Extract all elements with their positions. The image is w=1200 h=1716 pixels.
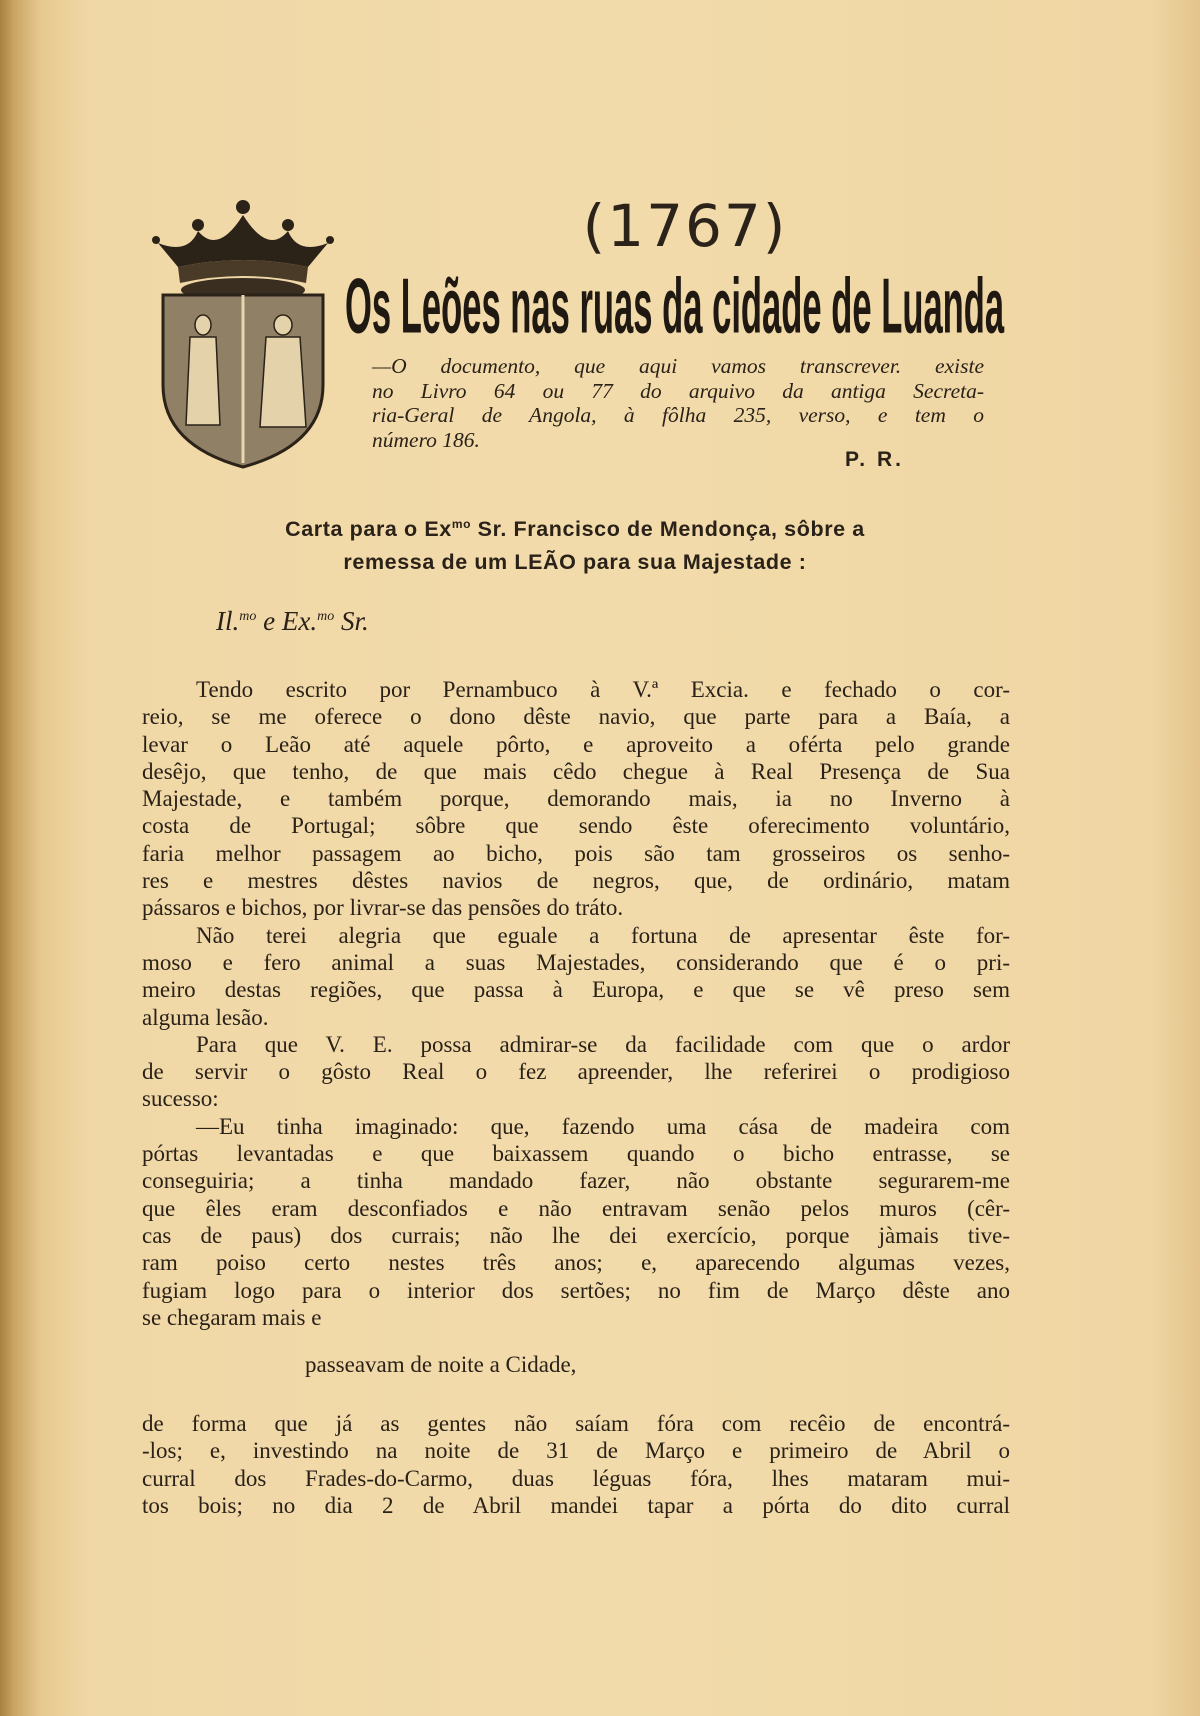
letter-body-continued xyxy=(142,1410,1010,1519)
coat-of-arms-emblem xyxy=(148,195,338,470)
heading-line-2: remessa de um LEÃO para sua Majestade : xyxy=(343,550,807,575)
letter-body xyxy=(142,676,1010,1331)
body-line: costa de Portugal; sôbre que sendo êste oferecimento voluntário, xyxy=(142,813,1010,839)
salutation-text: Il. xyxy=(216,606,240,636)
body-line: fugiam logo para o interior dos sertões; no fim de Março dêste ano xyxy=(142,1277,1010,1303)
body-line: pórtas levantadas e que baixassem quando o bicho entrasse, se xyxy=(142,1141,1010,1167)
body-line: -los; e, investindo na noite de 31 de Março e primeiro de Abril o xyxy=(142,1438,1010,1464)
heading-text: Carta para o Ex xyxy=(285,517,452,542)
body-line: se chegaram mais e xyxy=(142,1304,322,1330)
body-line: tos bois; no dia 2 de Abril mandei tapar a pórta do dito curral xyxy=(142,1492,1010,1518)
body-line: Não terei alegria que eguale a fortuna de apresentar êste for- xyxy=(196,922,1010,948)
author-initials: P. R. xyxy=(845,448,904,471)
body-line: conseguiria; a tinha mandado fazer, não obstante segurarem-me xyxy=(142,1168,1010,1194)
salutation xyxy=(216,606,369,637)
body-line: Para que V. E. possa admirar-se da facilidade com que o ardor xyxy=(196,1031,1010,1057)
body-line: levar o Leão até aquele pôrto, e aproveito a oférta pelo grande xyxy=(142,731,1010,757)
body-line: Tendo escrito por Pernambuco à V.ª Excia. e fechado o cor- xyxy=(196,677,1010,702)
body-line: reio, se me oferece o dono dêste navio, que parte para a Baía, a xyxy=(142,704,1010,730)
body-line: de servir o gôsto Real o fez apreender, lhe referirei o prodigioso xyxy=(142,1059,1010,1085)
body-line: ram poiso certo nestes três anos; e, aparecendo algumas vezes, xyxy=(142,1250,1010,1276)
body-line: res e mestres dêstes navios de negros, que, de ordinário, matam xyxy=(142,868,1010,894)
heading-superscript: mo xyxy=(451,517,472,531)
intro-line: número 186. xyxy=(372,427,480,452)
isolated-line: passeavam de noite a Cidade, xyxy=(305,1352,577,1377)
intro-line: ria-Geral de Angola, à fôlha 235, verso, e tem o xyxy=(372,403,984,427)
body-line: moso e fero animal a suas Majestades, considerando que é o pri- xyxy=(142,949,1010,975)
body-line: que êles eram desconfiados e não entravam senão pelos muros (cêr- xyxy=(142,1195,1010,1221)
page-title: Os Leões nas ruas da cidade de Luanda xyxy=(345,263,1005,350)
intro-line: no Livro 64 ou 77 do arquivo da antiga Secreta- xyxy=(372,378,984,403)
body-line: sucesso: xyxy=(142,1086,219,1112)
document-year: (1767) xyxy=(582,192,788,260)
body-line: curral dos Frades-do-Carmo, duas léguas fóra, lhes mataram mui- xyxy=(142,1465,1010,1491)
salutation-superscript: mo xyxy=(239,609,257,624)
body-line: faria melhor passagem ao bicho, pois são tam grosseiros os senho- xyxy=(142,840,1010,866)
salutation-superscript: mo xyxy=(317,609,335,624)
body-line: desêjo, que tenho, de que mais cêdo chegue à Real Presença de Sua xyxy=(142,758,1010,784)
body-line: alguma lesão. xyxy=(142,1004,269,1030)
body-line: Majestade, e também porque, demorando mais, ia no Inverno à xyxy=(142,786,1010,812)
intro-note xyxy=(372,354,984,452)
intro-line: —O documento, que aqui vamos transcrever. existe xyxy=(372,354,984,378)
letter-heading xyxy=(160,508,990,579)
salutation-text: Sr. xyxy=(334,606,369,636)
heading-line-1 xyxy=(160,508,990,546)
salutation-text: e Ex. xyxy=(256,606,318,636)
body-line: meiro destas regiões, que passa à Europa, e que se vê preso sem xyxy=(142,977,1010,1003)
body-line: de forma que já as gentes não saíam fóra com recêio de encontrá- xyxy=(142,1411,1010,1436)
heading-text: Sr. Francisco de Mendonça, sôbre a xyxy=(471,517,865,542)
body-line: —Eu tinha imaginado: que, fazendo uma cása de madeira com xyxy=(196,1113,1010,1139)
body-line: cas de paus) dos currais; não lhe dei exercício, porque jàmais tive- xyxy=(142,1222,1010,1248)
body-line: pássaros e bichos, por livrar-se das pensões do tráto. xyxy=(142,895,624,921)
